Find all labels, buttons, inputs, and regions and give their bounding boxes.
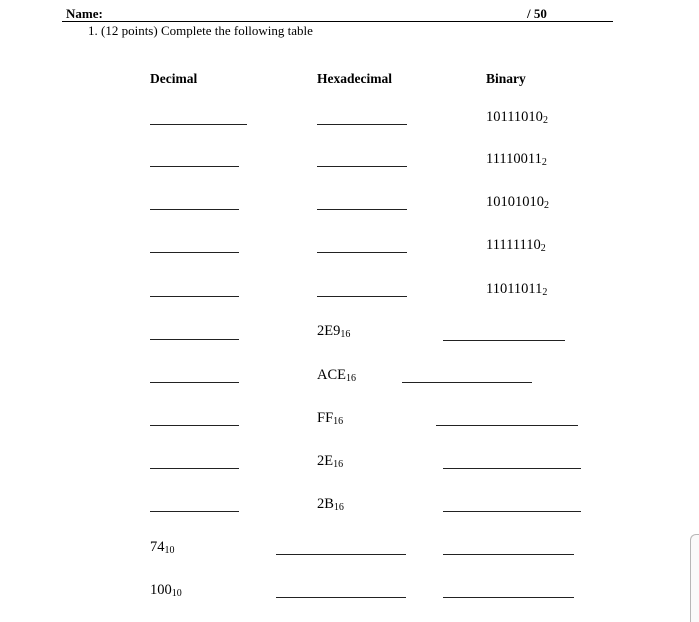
hex-answer-blank[interactable]	[317, 252, 407, 253]
binary-answer-blank[interactable]	[443, 554, 574, 555]
name-label: Name:	[66, 6, 103, 21]
decimal-answer-blank[interactable]	[150, 425, 239, 426]
hex-value: $2B_{16}$	[317, 496, 344, 513]
decimal-answer-blank[interactable]	[150, 339, 239, 340]
binary-value: $10101010_2$	[486, 194, 549, 211]
column-header-hexadecimal: Hexadecimal	[317, 71, 392, 86]
decimal-answer-blank[interactable]	[150, 124, 247, 125]
binary-value: $10111010_2$	[486, 109, 548, 126]
decimal-answer-blank[interactable]	[150, 468, 239, 469]
decimal-value: $100_{10}$	[150, 582, 182, 599]
binary-answer-blank[interactable]	[443, 468, 581, 469]
hex-value: $ACE_{16}$	[317, 367, 356, 384]
binary-answer-blank[interactable]	[443, 597, 574, 598]
binary-answer-blank[interactable]	[443, 340, 565, 341]
hex-value: $2E_{16}$	[317, 453, 344, 470]
decimal-answer-blank[interactable]	[150, 511, 239, 512]
binary-answer-blank[interactable]	[436, 425, 578, 426]
decimal-value: $74_{10}$	[150, 539, 175, 556]
hex-answer-blank[interactable]	[317, 166, 407, 167]
hex-answer-blank[interactable]	[276, 554, 406, 555]
binary-answer-blank[interactable]	[402, 382, 532, 383]
binary-answer-blank[interactable]	[443, 511, 581, 512]
scrollbar[interactable]	[690, 534, 699, 622]
hex-value: $2E9_{16}$	[317, 323, 351, 340]
column-header-binary: Binary	[486, 71, 526, 86]
hex-answer-blank[interactable]	[317, 209, 407, 210]
decimal-answer-blank[interactable]	[150, 166, 239, 167]
column-header-decimal: Decimal	[150, 71, 198, 86]
decimal-answer-blank[interactable]	[150, 296, 239, 297]
hex-value: $FF_{16}$	[317, 410, 344, 427]
hex-answer-blank[interactable]	[317, 296, 407, 297]
binary-value: $11011011_2$	[486, 281, 548, 298]
binary-value: $11110011_2$	[486, 151, 547, 168]
decimal-answer-blank[interactable]	[150, 382, 239, 383]
question-text: 1. (12 points) Complete the following table	[88, 23, 313, 38]
hex-answer-blank[interactable]	[317, 124, 407, 125]
hex-answer-blank[interactable]	[276, 597, 406, 598]
header-rule	[62, 21, 613, 22]
decimal-answer-blank[interactable]	[150, 252, 239, 253]
binary-value: $11111110_2$	[486, 237, 546, 254]
score-label: / 50	[527, 6, 547, 21]
decimal-answer-blank[interactable]	[150, 209, 239, 210]
